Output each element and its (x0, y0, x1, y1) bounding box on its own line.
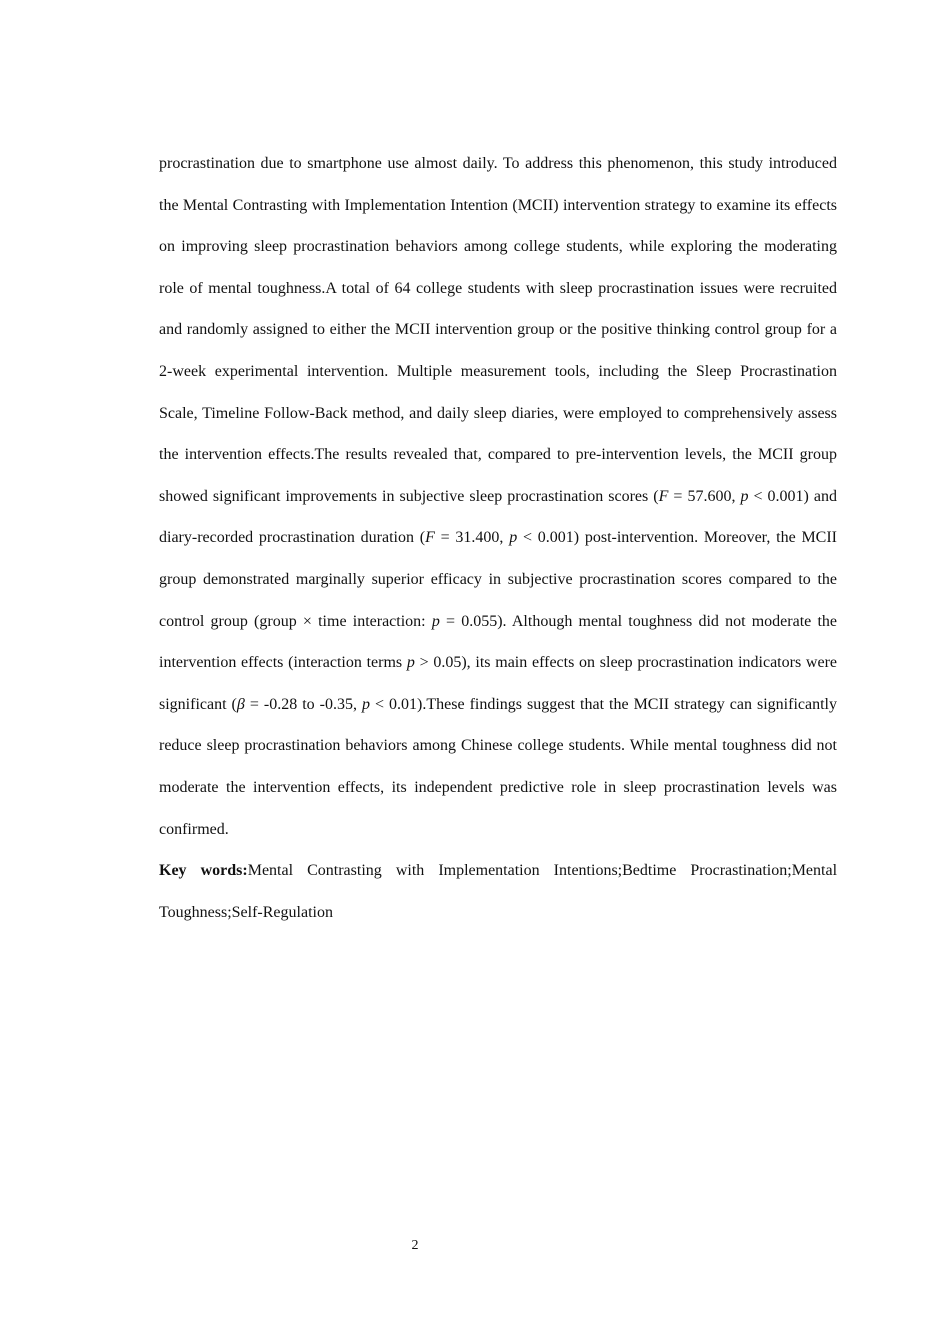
italic-symbol: β (236, 695, 245, 713)
text-run: > 0.05), its main effects on sleep procrastination indicators were significant ( (159, 654, 838, 713)
text-run: = 0.055). Although mental toughness did not moderate the intervention effects (interaction terms (159, 612, 837, 672)
text-run: < 0.001) and diary-recorded procrastination duration ( (159, 487, 838, 547)
italic-symbol: p (362, 695, 370, 713)
italic-symbol: F (425, 529, 435, 547)
text-run: = 57.600, (668, 487, 741, 505)
italic-symbol: p (431, 612, 440, 630)
keywords-text: Mental Contrasting with Implementation Intentions;Bedtime Procrastination;Mental Toughness;Self-Regulation (159, 862, 838, 921)
italic-symbol: p (740, 487, 749, 505)
document-page (159, 143, 837, 933)
page-number: 2 (411, 1238, 419, 1253)
italic-symbol: F (658, 487, 669, 505)
italic-symbol: p (406, 654, 415, 672)
keywords-paragraph (159, 850, 837, 933)
text-run: < 0.01).These findings suggest that the MCII strategy can significantly reduce sleep procrastination behaviors among Chinese college students. While mental toughness did not moderate the intervention effects, its independent predictive role in sleep procrastination levels was confirmed. (159, 695, 837, 838)
italic-symbol: p (509, 529, 518, 547)
abstract-paragraph (159, 143, 837, 850)
text-run: < 0.001) post-intervention. Moreover, the MCII group demonstrated marginally superior efficacy in subjective procrastination scores compared to the control group (group × time interaction: (159, 529, 837, 630)
text-run: = 31.400, (434, 529, 510, 547)
text-run: procrastination due to smartphone use almost daily. To address this phenomenon, this study introduced the Mental Contrasting with Implementation Intention (MCII) intervention strategy to examine its effects on improving sleep procrastination behaviors among college students, while exploring the moderating role of mental toughness.A total of 64 college students with sleep procrastination issues were recruited and randomly assigned to either the MCII intervention group or the positive thinking control group for a 2-week experimental intervention. Multiple measurement tools, including the Sleep Procrastination Scale, Timeline Follow-Back method, and daily sleep diaries, were employed to comprehensively assess the intervention effects.The results revealed that, compared to pre-intervention levels, the MCII group showed significant improvements in subjective sleep procrastination scores ( (159, 155, 837, 505)
keywords-label: Key words: (159, 862, 248, 880)
text-run: = -0.28 to -0.35, (244, 695, 362, 713)
